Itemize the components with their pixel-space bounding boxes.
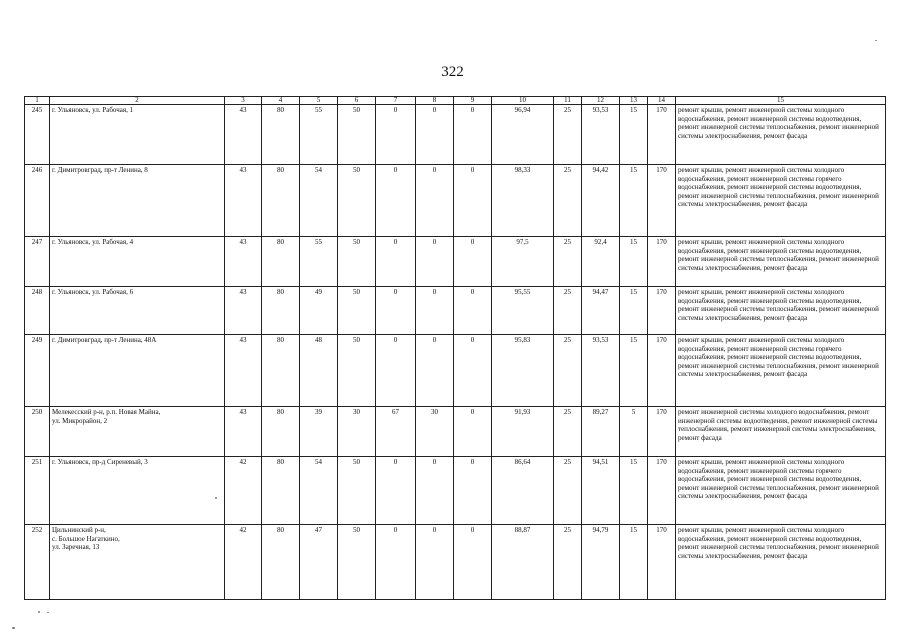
page-number: 322 (441, 64, 464, 80)
table-row (25, 335, 886, 407)
value-cell: 0 (416, 335, 454, 407)
row-number-cell: 250 (25, 407, 50, 457)
header-cell: 9 (454, 97, 492, 105)
value-cell: 30 (338, 407, 376, 457)
scan-speck (875, 40, 877, 41)
header-cell: 5 (300, 97, 338, 105)
value-cell: 0 (416, 105, 454, 165)
value-cell: 25 (554, 287, 582, 335)
value-cell: 15 (620, 457, 648, 525)
repair-table (24, 96, 886, 600)
value-cell: 5 (620, 407, 648, 457)
header-cell: 8 (416, 97, 454, 105)
value-cell: 25 (554, 237, 582, 287)
address-cell: г. Димитровград, пр-т Ленина, 48А (50, 335, 225, 407)
address-cell: Цильнинский р-н, с. Большое Нагаткино, ул. Заречная, 13 (50, 525, 225, 600)
header-cell: 1 (25, 97, 50, 105)
row-number-cell: 248 (25, 287, 50, 335)
address-cell: г. Ульяновск, ул. Рабочая, 1 (50, 105, 225, 165)
value-cell: 54 (300, 165, 338, 237)
value-cell: 50 (338, 335, 376, 407)
value-cell: 80 (262, 457, 300, 525)
value-cell: 15 (620, 105, 648, 165)
value-cell: 95,55 (492, 287, 554, 335)
value-cell: 0 (376, 165, 416, 237)
value-cell: 0 (376, 335, 416, 407)
value-cell: 50 (338, 457, 376, 525)
value-cell: 80 (262, 525, 300, 600)
value-cell: 50 (338, 525, 376, 600)
header-cell: 10 (492, 97, 554, 105)
value-cell: 15 (620, 287, 648, 335)
value-cell: 98,33 (492, 165, 554, 237)
value-cell: 15 (620, 165, 648, 237)
value-cell: 25 (554, 335, 582, 407)
value-cell: 94,42 (582, 165, 620, 237)
works-cell: ремонт крыши, ремонт инженерной системы холодного водоснабжения, ремонт инженерной системы водоотведения, ремонт инженерной системы теплоснабжения, ремонт инженерной системы электроснабжения, ремонт фасада (676, 525, 886, 600)
value-cell: 0 (454, 165, 492, 237)
works-cell: ремонт инженерной системы холодного водоснабжения, ремонт инженерной системы водоотведения, ремонт инженерной системы теплоснабжения, ремонт инженерной системы электроснабжения, ремонт фасада (676, 407, 886, 457)
address-cell: г. Ульяновск, пр-д Сиреневый, 3 (50, 457, 225, 525)
value-cell: 0 (454, 335, 492, 407)
table-row (25, 287, 886, 335)
value-cell: 0 (454, 105, 492, 165)
row-number-cell: 251 (25, 457, 50, 525)
value-cell: 170 (648, 457, 676, 525)
value-cell: 0 (454, 237, 492, 287)
value-cell: 25 (554, 105, 582, 165)
works-cell: ремонт крыши, ремонт инженерной системы холодного водоснабжения, ремонт инженерной системы водоотведения, ремонт инженерной системы теплоснабжения, ремонт инженерной системы электроснабжения, ремонт фасада (676, 237, 886, 287)
value-cell: 0 (454, 457, 492, 525)
row-number-cell: 249 (25, 335, 50, 407)
value-cell: 80 (262, 407, 300, 457)
value-cell: 67 (376, 407, 416, 457)
value-cell: 55 (300, 237, 338, 287)
value-cell: 94,47 (582, 287, 620, 335)
row-number-cell: 252 (25, 525, 50, 600)
value-cell: 0 (454, 525, 492, 600)
value-cell: 25 (554, 165, 582, 237)
address-cell: г. Ульяновск, ул. Рабочая, 6 (50, 287, 225, 335)
header-cell: 2 (50, 97, 225, 105)
value-cell: 43 (225, 237, 262, 287)
value-cell: 95,83 (492, 335, 554, 407)
value-cell: 0 (416, 165, 454, 237)
value-cell: 170 (648, 407, 676, 457)
value-cell: 0 (454, 287, 492, 335)
value-cell: 170 (648, 287, 676, 335)
value-cell: 89,27 (582, 407, 620, 457)
value-cell: 50 (338, 105, 376, 165)
value-cell: 25 (554, 525, 582, 600)
address-cell: г. Ульяновск, ул. Рабочая, 4 (50, 237, 225, 287)
address-cell: г. Димитровград, пр-т Ленина, 8 (50, 165, 225, 237)
value-cell: 86,64 (492, 457, 554, 525)
value-cell: 0 (416, 287, 454, 335)
value-cell: 49 (300, 287, 338, 335)
value-cell: 96,94 (492, 105, 554, 165)
row-number-cell: 245 (25, 105, 50, 165)
value-cell: 0 (376, 237, 416, 287)
value-cell: 43 (225, 105, 262, 165)
works-cell: ремонт крыши, ремонт инженерной системы холодного водоснабжения, ремонт инженерной системы горячего водоснабжения, ремонт инженерной системы водоотведения, ремонт инженерной системы теплоснабжения, ремонт инженерной системы электроснабжения, ремонт фасада (676, 335, 886, 407)
value-cell: 80 (262, 237, 300, 287)
value-cell: 170 (648, 237, 676, 287)
works-cell: ремонт крыши, ремонт инженерной системы холодного водоснабжения, ремонт инженерной системы водоотведения, ремонт инженерной системы теплоснабжения, ремонт инженерной системы электроснабжения, ремонт фасада (676, 287, 886, 335)
value-cell: 0 (376, 525, 416, 600)
value-cell: 0 (376, 105, 416, 165)
header-cell: 13 (620, 97, 648, 105)
value-cell: 88,87 (492, 525, 554, 600)
value-cell: 80 (262, 105, 300, 165)
scan-speck (38, 611, 40, 613)
value-cell: 97,5 (492, 237, 554, 287)
value-cell: 42 (225, 457, 262, 525)
value-cell: 80 (262, 165, 300, 237)
value-cell: 0 (376, 457, 416, 525)
works-cell: ремонт крыши, ремонт инженерной системы холодного водоснабжения, ремонт инженерной системы горячего водоснабжения, ремонт инженерной системы водоотведения, ремонт инженерной системы теплоснабжения, ремонт инженерной системы электроснабжения, ремонт фасада (676, 457, 886, 525)
value-cell: 0 (376, 287, 416, 335)
value-cell: 25 (554, 457, 582, 525)
value-cell: 55 (300, 105, 338, 165)
value-cell: 92,4 (582, 237, 620, 287)
header-cell: 12 (582, 97, 620, 105)
value-cell: 94,79 (582, 525, 620, 600)
value-cell: 50 (338, 165, 376, 237)
value-cell: 48 (300, 335, 338, 407)
value-cell: 0 (454, 407, 492, 457)
header-cell: 6 (338, 97, 376, 105)
value-cell: 170 (648, 525, 676, 600)
value-cell: 39 (300, 407, 338, 457)
value-cell: 43 (225, 407, 262, 457)
scan-speck (215, 497, 217, 499)
scan-speck (12, 627, 15, 629)
row-number-cell: 247 (25, 237, 50, 287)
value-cell: 93,53 (582, 335, 620, 407)
table-row (25, 237, 886, 287)
works-cell: ремонт крыши, ремонт инженерной системы холодного водоснабжения, ремонт инженерной системы горячего водоснабжения, ремонт инженерной системы водоотведения, ремонт инженерной системы теплоснабжения, ремонт инженерной системы электроснабжения, ремонт фасада (676, 165, 886, 237)
value-cell: 94,51 (582, 457, 620, 525)
value-cell: 0 (416, 525, 454, 600)
header-cell: 11 (554, 97, 582, 105)
header-row (25, 97, 886, 105)
value-cell: 15 (620, 237, 648, 287)
address-cell: Мелекесский р-н, р.п. Новая Майна, ул. Микрорайон, 2 (50, 407, 225, 457)
header-cell: 14 (648, 97, 676, 105)
row-number-cell: 246 (25, 165, 50, 237)
value-cell: 170 (648, 335, 676, 407)
value-cell: 170 (648, 105, 676, 165)
scan-speck (47, 612, 49, 613)
value-cell: 42 (225, 525, 262, 600)
value-cell: 25 (554, 407, 582, 457)
table-row (25, 407, 886, 457)
value-cell: 91,93 (492, 407, 554, 457)
value-cell: 80 (262, 335, 300, 407)
header-cell: 3 (225, 97, 262, 105)
value-cell: 0 (416, 457, 454, 525)
value-cell: 80 (262, 287, 300, 335)
value-cell: 93,53 (582, 105, 620, 165)
value-cell: 50 (338, 237, 376, 287)
table-row (25, 105, 886, 165)
value-cell: 43 (225, 335, 262, 407)
value-cell: 15 (620, 335, 648, 407)
value-cell: 54 (300, 457, 338, 525)
value-cell: 50 (338, 287, 376, 335)
works-cell: ремонт крыши, ремонт инженерной системы холодного водоснабжения, ремонт инженерной системы водоотведения, ремонт инженерной системы теплоснабжения, ремонт инженерной системы электроснабжения, ремонт фасада (676, 105, 886, 165)
header-cell: 4 (262, 97, 300, 105)
table-row (25, 525, 886, 600)
value-cell: 0 (416, 237, 454, 287)
header-cell: 15 (676, 97, 886, 105)
value-cell: 47 (300, 525, 338, 600)
table-row (25, 457, 886, 525)
value-cell: 170 (648, 165, 676, 237)
value-cell: 43 (225, 287, 262, 335)
header-cell: 7 (376, 97, 416, 105)
table-row (25, 165, 886, 237)
value-cell: 30 (416, 407, 454, 457)
value-cell: 15 (620, 525, 648, 600)
value-cell: 43 (225, 165, 262, 237)
